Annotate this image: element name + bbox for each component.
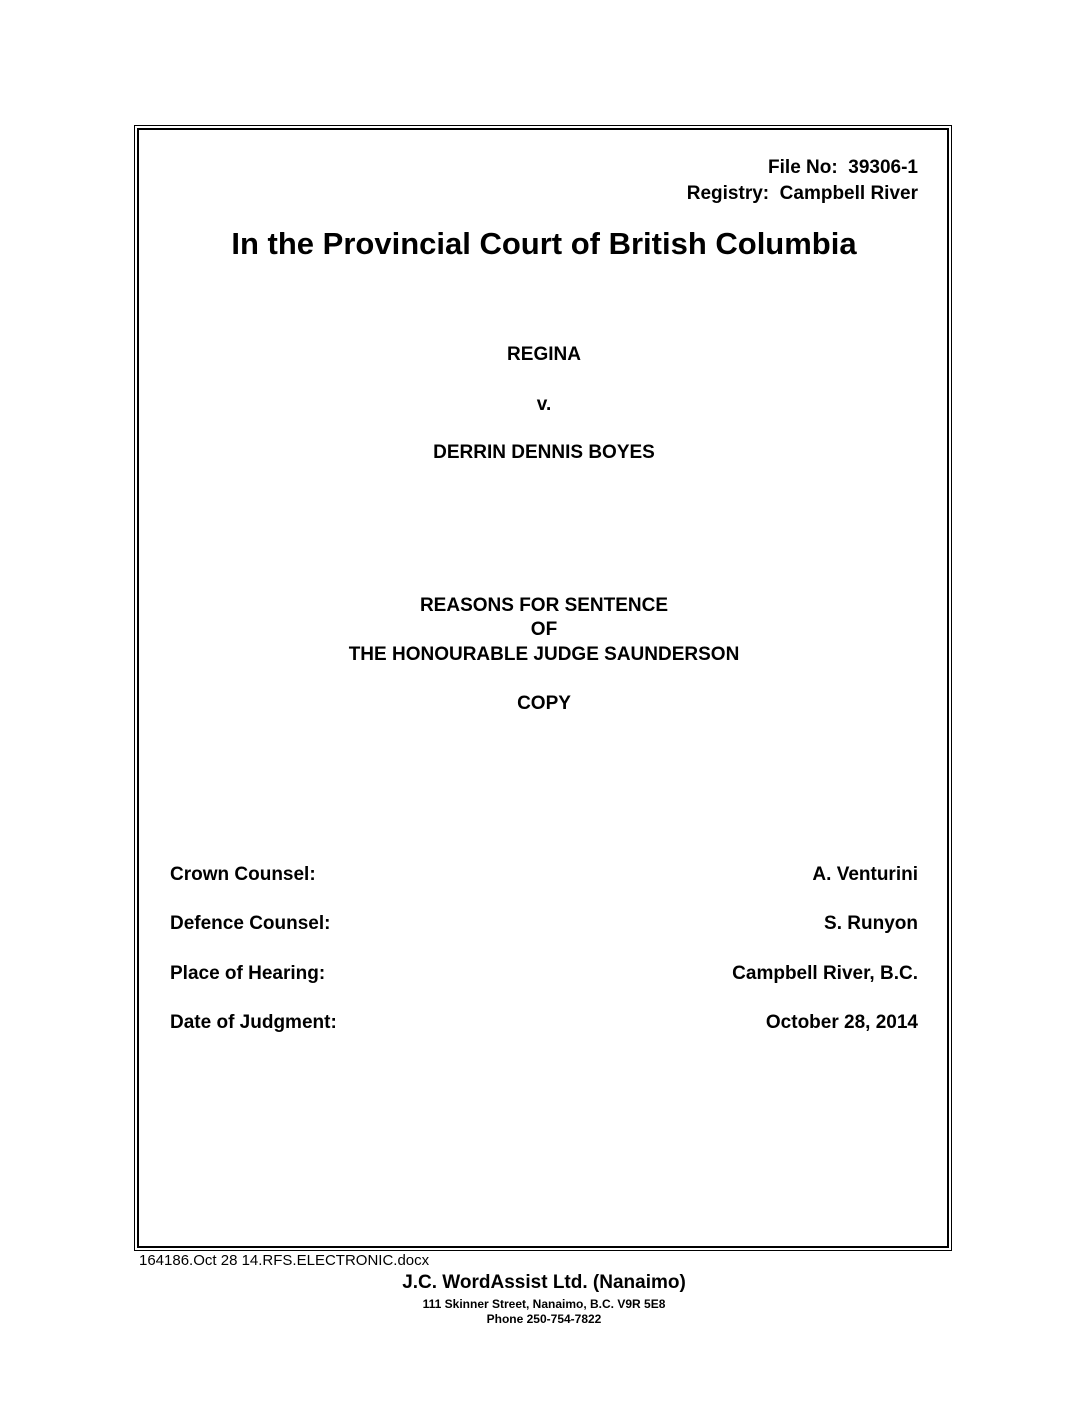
judge-name: THE HONOURABLE JUDGE SAUNDERSON [348, 644, 740, 665]
copy-label: COPY [517, 693, 571, 714]
defendant-name: DERRIN DENNIS BOYES [433, 442, 655, 463]
plaintiff-name: REGINA [507, 344, 581, 365]
page-border-inner [137, 128, 949, 1248]
file-info [687, 155, 918, 207]
reasons-title: REASONS FOR SENTENCE [419, 595, 669, 616]
versus-label: v. [536, 394, 552, 415]
place-of-hearing-label: Place of Hearing: [170, 963, 326, 984]
defence-counsel-value: S. Runyon [824, 913, 918, 934]
place-of-hearing-value: Campbell River, B.C. [732, 963, 918, 984]
footer-filename: 164186.Oct 28 14.RFS.ELECTRONIC.docx [139, 1252, 430, 1269]
defence-counsel-label: Defence Counsel: [170, 913, 331, 934]
footer-phone: Phone 250-754-7822 [486, 1312, 602, 1326]
file-number: File No: 39306-1 [768, 157, 918, 178]
registry: Registry: Campbell River [686, 183, 918, 204]
date-of-judgment-label: Date of Judgment: [170, 1012, 337, 1033]
footer-address: 111 Skinner Street, Nanaimo, B.C. V9R 5E8 [422, 1297, 666, 1311]
footer-company: J.C. WordAssist Ltd. (Nanaimo) [402, 1272, 686, 1293]
crown-counsel-value: A. Venturini [812, 864, 918, 885]
court-title: In the Provincial Court of British Columbia [231, 226, 857, 261]
date-of-judgment-value: October 28, 2014 [765, 1012, 918, 1033]
crown-counsel-label: Crown Counsel: [170, 864, 316, 885]
reasons-of: OF [530, 619, 558, 640]
